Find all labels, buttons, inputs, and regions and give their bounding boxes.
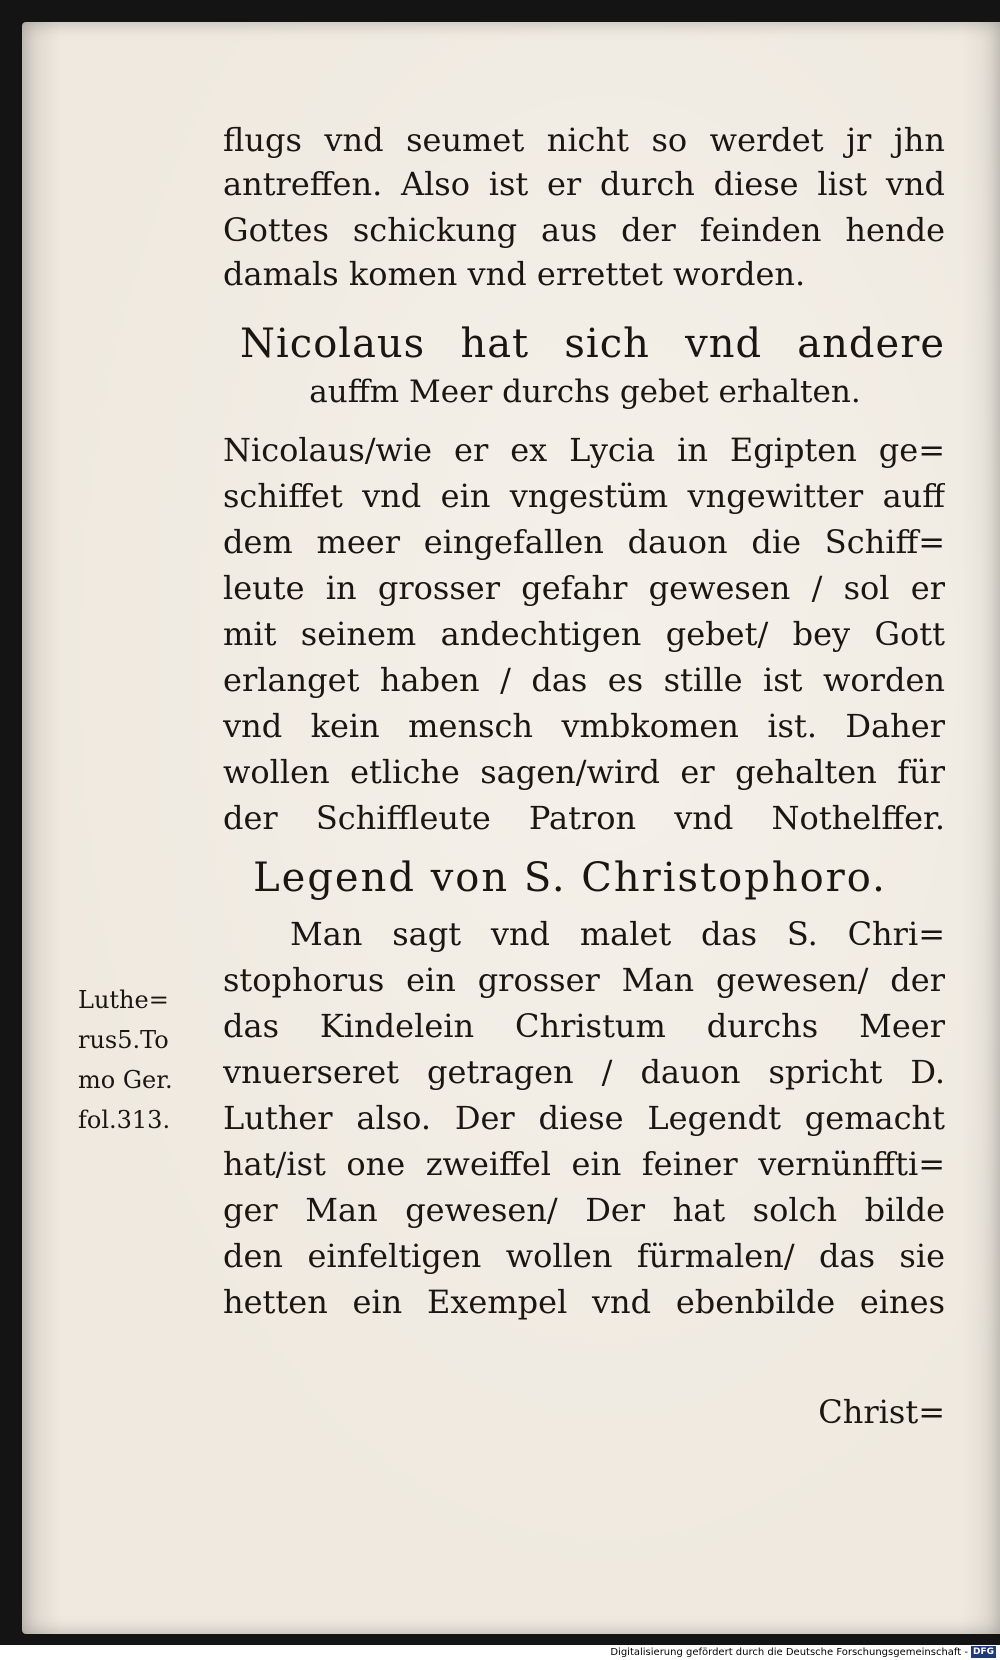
text-line: Gottes schickung aus der feinden hende bbox=[223, 211, 945, 249]
text-line: antreffen. Also ist er durch diese list vnd bbox=[223, 165, 945, 203]
text-line: das Kindelein Christum durchs Meer bbox=[223, 1007, 945, 1045]
margin-note-line: rus5.To bbox=[78, 1026, 169, 1054]
text-line: der Schiffleute Patron vnd Nothelffer. bbox=[223, 799, 945, 837]
text-line: vnd kein mensch vmbkomen ist. Daher bbox=[223, 707, 945, 745]
text-line: Man sagt vnd malet das S. Chri= bbox=[290, 915, 945, 953]
section-subheading-nicolaus: auffm Meer durchs gebet erhalten. bbox=[309, 374, 861, 410]
text-line: stophorus ein grosser Man gewesen/ der bbox=[223, 961, 945, 999]
text-line: flugs vnd seumet nicht so werdet jr jhn bbox=[223, 121, 945, 159]
margin-note bbox=[78, 980, 223, 1140]
margin-note-line: mo Ger. bbox=[78, 1066, 173, 1094]
text-line: vnuerseret getragen / dauon spricht D. bbox=[223, 1053, 945, 1091]
text-line: leute in grosser gefahr gewesen / sol er bbox=[223, 569, 945, 607]
text-line: hat/ist one zweiffel ein feiner vernünffti= bbox=[223, 1145, 945, 1183]
catchword: Christ= bbox=[818, 1393, 945, 1431]
text-line: ger Man gewesen/ Der hat solch bilde bbox=[223, 1191, 945, 1229]
margin-note-line: Luthe= bbox=[78, 986, 169, 1014]
dfg-logo-icon: DFG bbox=[972, 1647, 994, 1657]
text-line: Luther also. Der diese Legendt gemacht bbox=[223, 1099, 945, 1137]
text-line: erlanget haben / das es stille ist worden bbox=[223, 661, 945, 699]
text-line: wollen etliche sagen/wird er gehalten für bbox=[223, 753, 945, 791]
digitization-footer bbox=[0, 1645, 1000, 1660]
text-line: den einfeltigen wollen fürmalen/ das sie bbox=[223, 1237, 945, 1275]
section-heading-christophoro: Legend von S. Christophoro. bbox=[253, 855, 887, 901]
text-line: schiffet vnd ein vngestüm vngewitter auff bbox=[223, 477, 945, 515]
margin-note-line: fol.313. bbox=[78, 1106, 171, 1134]
text-line: dem meer eingefallen dauon die Schiff= bbox=[223, 523, 945, 561]
text-line: hetten ein Exempel vnd ebenbilde eines bbox=[223, 1283, 945, 1321]
text-line: damals komen vnd errettet worden. bbox=[223, 255, 806, 293]
footer-text: Digitalisierung gefördert durch die Deutsche Forschungsgemeinschaft - bbox=[610, 1647, 968, 1658]
text-line: Nicolaus/wie er ex Lycia in Egipten ge= bbox=[223, 431, 945, 469]
section-heading-nicolaus: Nicolaus hat sich vnd andere bbox=[240, 321, 945, 367]
text-line: mit seinem andechtigen gebet/ bey Gott bbox=[223, 615, 945, 653]
